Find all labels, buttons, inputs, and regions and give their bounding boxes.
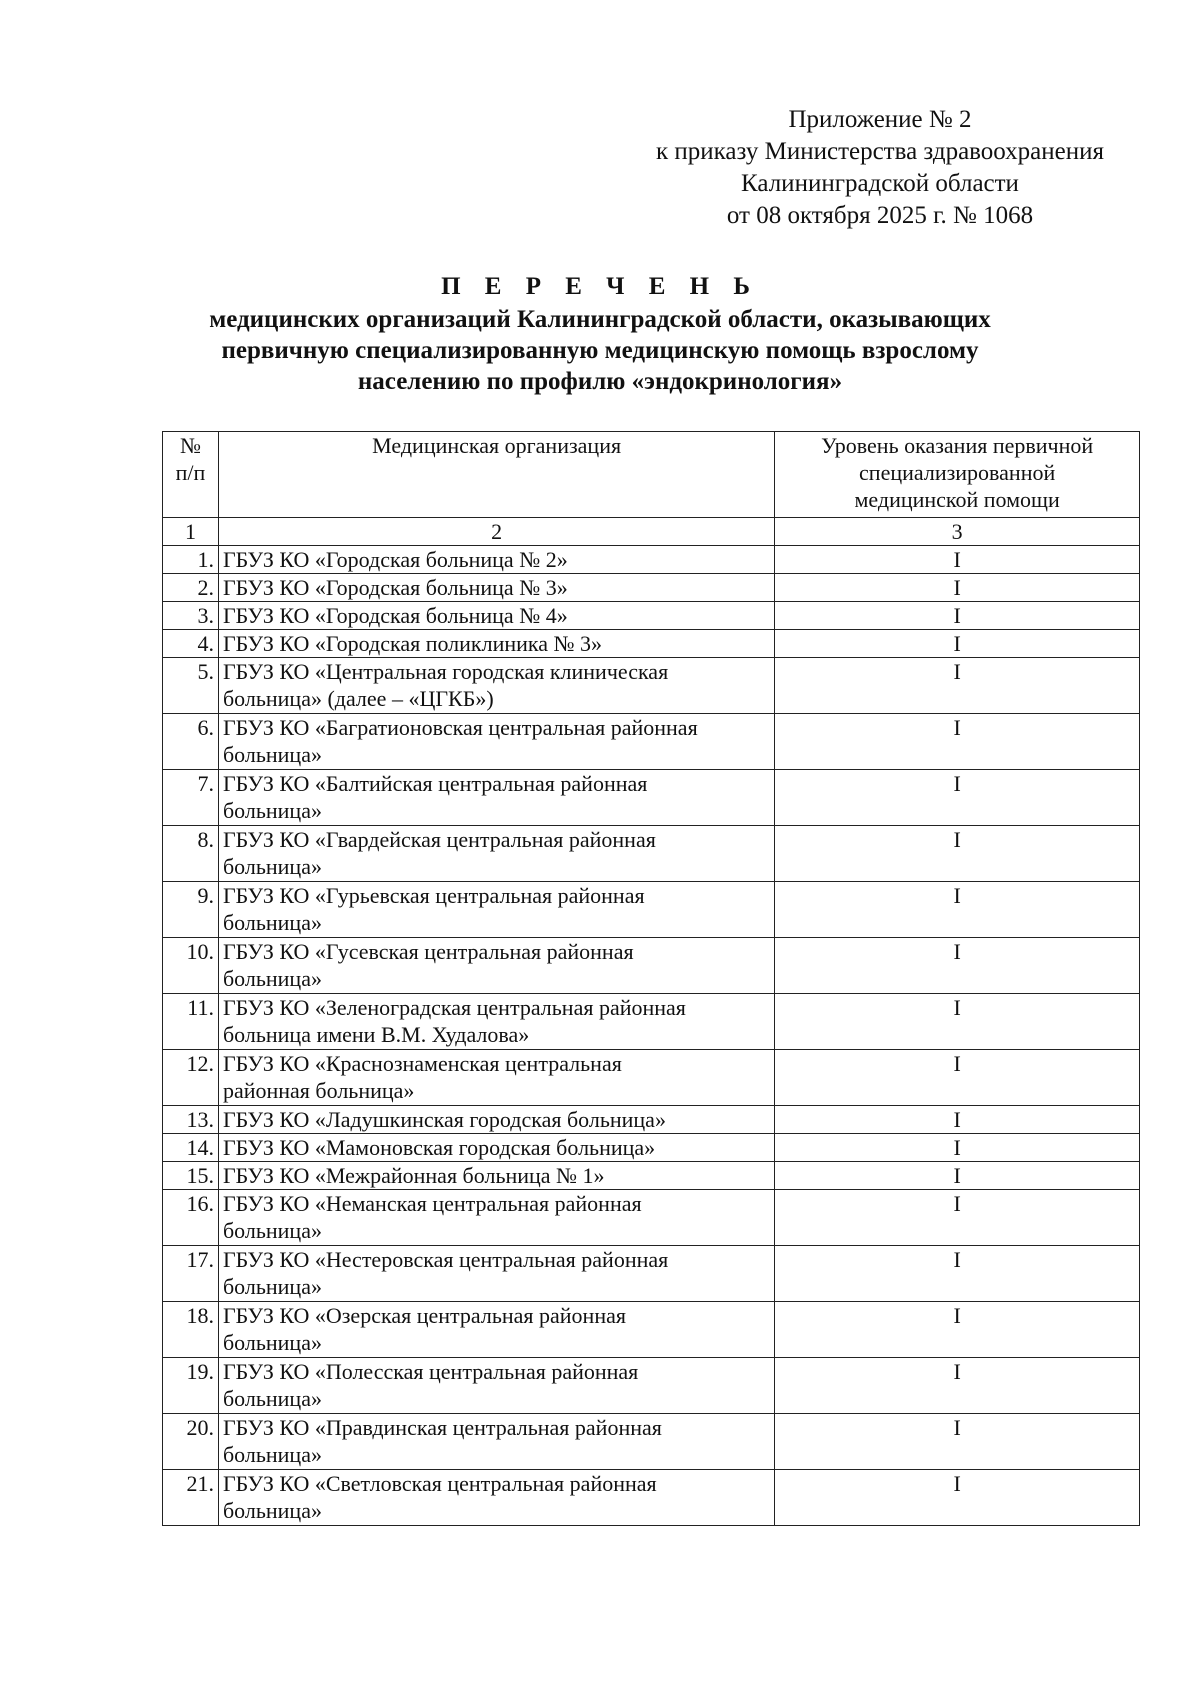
appendix-line-3: Калининградской области [741, 170, 1019, 197]
header-num-line-2: п/п [175, 460, 206, 485]
table-row [163, 882, 1140, 938]
header-org: Медицинская организация [218, 432, 774, 518]
row-organization [218, 602, 774, 630]
row-care-level: I [775, 770, 1140, 826]
organization-line-2: больница» (далее – «ЦГКБ») [222, 686, 494, 711]
row-organization [218, 1302, 774, 1358]
organization-line-2: больница» [222, 1498, 322, 1523]
organization-line-1: ГБУЗ КО «Зеленоградская центральная районная [222, 995, 686, 1020]
row-number: 13. [163, 1106, 219, 1134]
header-num-line-1: № [179, 433, 201, 458]
row-organization [218, 1134, 774, 1162]
table-row [163, 1134, 1140, 1162]
organization-line-1: ГБУЗ КО «Городская больница № 2» [222, 547, 568, 572]
row-care-level: I [775, 1190, 1140, 1246]
organization-line-1: ГБУЗ КО «Озерская центральная районная [222, 1303, 626, 1328]
table-header-row [163, 432, 1140, 518]
row-organization [218, 770, 774, 826]
header-level [775, 432, 1140, 518]
table-row [163, 658, 1140, 714]
row-number: 16. [163, 1190, 219, 1246]
row-number: 21. [163, 1470, 219, 1526]
organization-line-2: больница» [222, 1218, 322, 1243]
row-organization [218, 1162, 774, 1190]
organization-line-1: ГБУЗ КО «Багратионовская центральная районная [222, 715, 698, 740]
subtitle-line-2: первичную специализированную медицинскую помощь взрослому [221, 337, 979, 364]
row-care-level: I [775, 546, 1140, 574]
subtitle-line-1: медицинских организаций Калининградской области, оказывающих [209, 306, 991, 333]
table-row [163, 1358, 1140, 1414]
title-subtitle [140, 304, 1060, 397]
table-body [163, 546, 1140, 1526]
organization-line-1: ГБУЗ КО «Краснознаменская центральная [222, 1051, 622, 1076]
appendix-header [620, 104, 1140, 232]
row-number: 7. [163, 770, 219, 826]
row-care-level: I [775, 574, 1140, 602]
row-organization [218, 994, 774, 1050]
organization-line-1: ГБУЗ КО «Городская поликлиника № 3» [222, 631, 603, 656]
row-organization [218, 1470, 774, 1526]
table-row [163, 770, 1140, 826]
row-organization [218, 714, 774, 770]
row-organization [218, 882, 774, 938]
table-row [163, 1470, 1140, 1526]
row-organization [218, 658, 774, 714]
organization-line-2: больница» [222, 798, 322, 823]
row-care-level: I [775, 1302, 1140, 1358]
row-organization [218, 630, 774, 658]
table-row [163, 1414, 1140, 1470]
appendix-line-4: от 08 октября 2025 г. № 1068 [726, 202, 1034, 229]
row-care-level: I [775, 826, 1140, 882]
row-care-level: I [775, 1246, 1140, 1302]
organization-line-2: больница» [222, 1274, 322, 1299]
row-number: 11. [163, 994, 219, 1050]
row-number: 19. [163, 1358, 219, 1414]
organization-line-2: больница» [222, 742, 322, 767]
table-row [163, 994, 1140, 1050]
row-care-level: I [775, 1050, 1140, 1106]
table-row [163, 1190, 1140, 1246]
organization-line-1: ГБУЗ КО «Ладушкинская городская больница» [222, 1107, 666, 1132]
appendix-line-1: Приложение № 2 [788, 106, 972, 133]
row-organization [218, 1358, 774, 1414]
row-organization [218, 1246, 774, 1302]
organization-line-1: ГБУЗ КО «Городская больница № 3» [222, 575, 568, 600]
document-title [140, 270, 1060, 397]
appendix-line-2: к приказу Министерства здравоохранения [655, 138, 1105, 165]
row-care-level: I [775, 714, 1140, 770]
row-number: 10. [163, 938, 219, 994]
table-row [163, 1106, 1140, 1134]
row-number: 20. [163, 1414, 219, 1470]
organization-line-2: больница» [222, 1330, 322, 1355]
row-care-level: I [775, 1358, 1140, 1414]
column-number-2: 2 [218, 518, 774, 546]
organization-line-1: ГБУЗ КО «Нестеровская центральная районная [222, 1247, 669, 1272]
row-organization [218, 1190, 774, 1246]
row-number: 6. [163, 714, 219, 770]
row-number: 14. [163, 1134, 219, 1162]
organization-line-2: больница имени В.М. Худалова» [222, 1022, 530, 1047]
organization-line-2: районная больница» [222, 1078, 415, 1103]
header-level-line-2: специализированной [859, 460, 1056, 485]
row-number: 9. [163, 882, 219, 938]
row-number: 8. [163, 826, 219, 882]
row-care-level: I [775, 938, 1140, 994]
row-care-level: I [775, 630, 1140, 658]
header-level-line-1: Уровень оказания первичной [821, 433, 1094, 458]
row-care-level: I [775, 994, 1140, 1050]
table-row [163, 826, 1140, 882]
organization-line-1: ГБУЗ КО «Центральная городская клиническая [222, 659, 669, 684]
organization-line-1: ГБУЗ КО «Правдинская центральная районная [222, 1415, 662, 1440]
row-number: 17. [163, 1246, 219, 1302]
title-heading: П Е Р Е Ч Е Н Ь [441, 273, 759, 300]
row-number: 15. [163, 1162, 219, 1190]
row-organization [218, 574, 774, 602]
row-care-level: I [775, 1414, 1140, 1470]
header-num [163, 432, 219, 518]
row-number: 1. [163, 546, 219, 574]
row-number: 2. [163, 574, 219, 602]
row-care-level: I [775, 1470, 1140, 1526]
row-organization [218, 1050, 774, 1106]
organization-line-2: больница» [222, 1442, 322, 1467]
organization-line-1: ГБУЗ КО «Гвардейская центральная районная [222, 827, 656, 852]
organization-line-2: больница» [222, 966, 322, 991]
subtitle-line-3: населению по профилю «эндокринология» [357, 368, 843, 395]
row-organization [218, 546, 774, 574]
row-number: 5. [163, 658, 219, 714]
row-number: 4. [163, 630, 219, 658]
row-organization [218, 1414, 774, 1470]
table-row [163, 1162, 1140, 1190]
organization-line-1: ГБУЗ КО «Полесская центральная районная [222, 1359, 639, 1384]
row-organization [218, 1106, 774, 1134]
organization-line-2: больница» [222, 1386, 322, 1411]
column-number-3: 3 [775, 518, 1140, 546]
row-care-level: I [775, 882, 1140, 938]
organization-line-1: ГБУЗ КО «Неманская центральная районная [222, 1191, 642, 1216]
organization-line-1: ГБУЗ КО «Мамоновская городская больница» [222, 1135, 656, 1160]
table-row [163, 938, 1140, 994]
row-number: 12. [163, 1050, 219, 1106]
table-row [163, 1246, 1140, 1302]
row-organization [218, 826, 774, 882]
row-care-level: I [775, 1134, 1140, 1162]
column-number-row [163, 518, 1140, 546]
row-number: 18. [163, 1302, 219, 1358]
organization-line-1: ГБУЗ КО «Гурьевская центральная районная [222, 883, 645, 908]
table-row [163, 574, 1140, 602]
table-row [163, 630, 1140, 658]
organization-line-1: ГБУЗ КО «Светловская центральная районная [222, 1471, 657, 1496]
organization-line-2: больница» [222, 854, 322, 879]
organization-line-1: ГБУЗ КО «Балтийская центральная районная [222, 771, 648, 796]
row-care-level: I [775, 1162, 1140, 1190]
row-care-level: I [775, 602, 1140, 630]
header-level-line-3: медицинской помощи [854, 487, 1060, 512]
organization-line-1: ГБУЗ КО «Городская больница № 4» [222, 603, 568, 628]
row-number: 3. [163, 602, 219, 630]
organization-line-2: больница» [222, 910, 322, 935]
row-organization [218, 938, 774, 994]
organization-line-1: ГБУЗ КО «Гусевская центральная районная [222, 939, 634, 964]
column-number-1: 1 [163, 518, 219, 546]
table-row [163, 714, 1140, 770]
table-row [163, 602, 1140, 630]
organizations-table [162, 431, 1140, 1526]
organization-line-1: ГБУЗ КО «Межрайонная больница № 1» [222, 1163, 605, 1188]
table-row [163, 1050, 1140, 1106]
row-care-level: I [775, 1106, 1140, 1134]
row-care-level: I [775, 658, 1140, 714]
table-row [163, 1302, 1140, 1358]
table-row [163, 546, 1140, 574]
